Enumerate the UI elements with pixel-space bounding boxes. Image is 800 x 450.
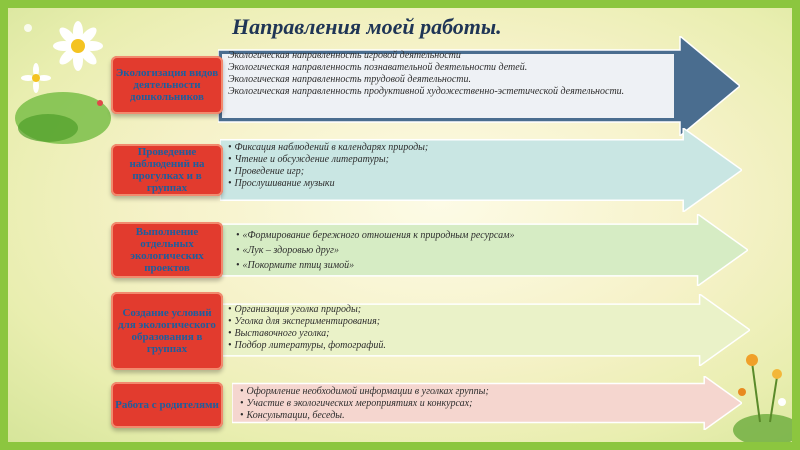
list-item: Экологическая направленность продуктивной художественно-эстетической деятельности. xyxy=(228,86,625,97)
list-item: • Организация уголка природы; xyxy=(228,304,698,316)
list-item: • Оформление необходимой информации в уголках группы; xyxy=(240,386,700,398)
direction-items xyxy=(240,386,700,422)
list-item: • Консультации, беседы. xyxy=(240,410,700,422)
list-item: • Чтение и обсуждение литературы; xyxy=(228,154,698,166)
list-item: Экологическая направленность игровой деятельности xyxy=(228,50,461,61)
list-item: • Выставочного уголка; xyxy=(228,328,698,340)
direction-label: Проведение наблюдений на прогулках и в группах xyxy=(111,144,223,196)
direction-label: Выполнение отдельных экологических проектов xyxy=(111,222,223,278)
direction-label: Работа с родителями xyxy=(111,382,223,428)
list-item: • «Формирование бережного отношения к природным ресурсам» xyxy=(236,230,706,242)
list-item: • Прослушивание музыки xyxy=(228,178,698,190)
list-item: • Фиксация наблюдений в календарях природы; xyxy=(228,142,698,154)
direction-items xyxy=(228,304,698,352)
list-item: Экологическая направленность трудовой деятельности. xyxy=(228,74,472,85)
list-item: • Уголка для экспериментирования; xyxy=(228,316,698,328)
list-item: • «Покормите птиц зимой» xyxy=(236,260,706,272)
list-item: Экологическая направленность познавательной деятельности детей. xyxy=(228,62,528,73)
list-item: • «Лук – здоровью друг» xyxy=(236,245,706,257)
list-item: • Участие в экологических мероприятиях и конкурсах; xyxy=(240,398,700,410)
list-item: • Подбор литературы, фотографий. xyxy=(228,340,698,352)
daisy-decoration-icon xyxy=(8,8,118,148)
direction-items xyxy=(228,50,700,98)
list-item: • Проведение игр; xyxy=(228,166,698,178)
direction-items xyxy=(236,230,706,275)
direction-label: Создание условий для экологического образования в группах xyxy=(111,292,223,370)
page-title: Направления моей работы. xyxy=(232,14,502,39)
direction-items xyxy=(228,142,698,190)
direction-label: Экологизация видов деятельности дошкольников xyxy=(111,56,223,114)
